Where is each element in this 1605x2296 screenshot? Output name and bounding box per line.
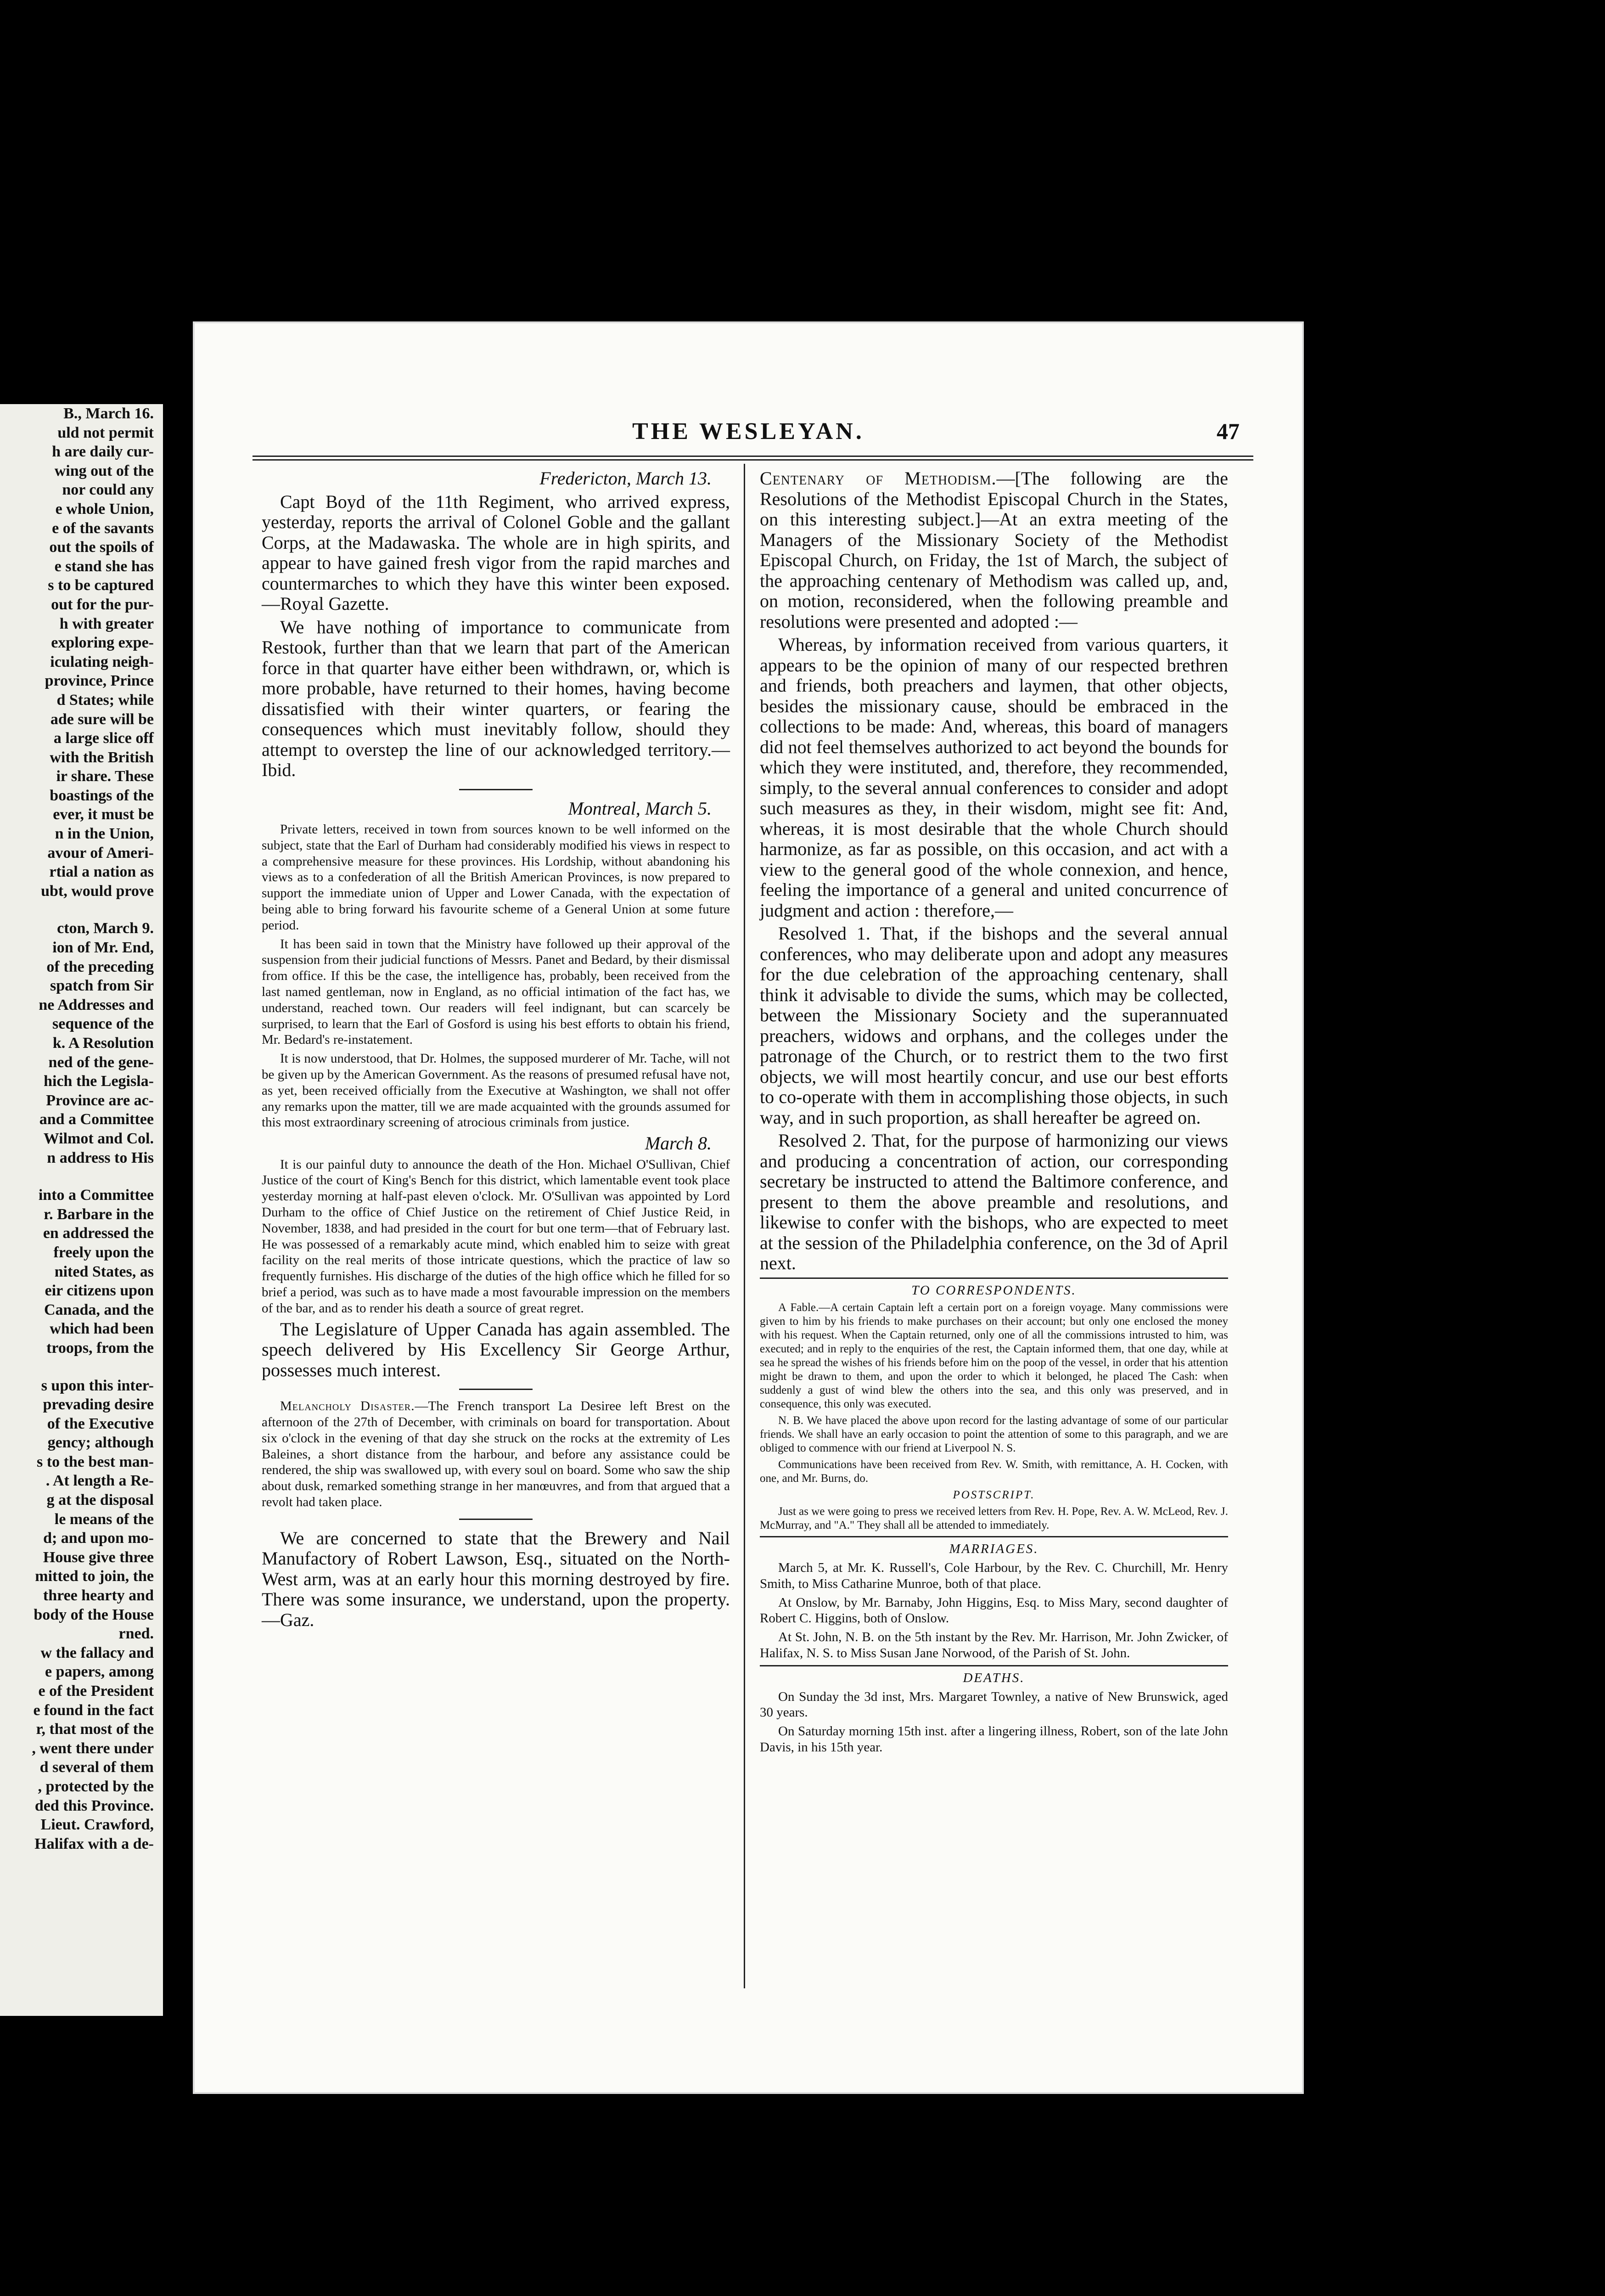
fragment-line: out the spoils of (49, 539, 154, 556)
fragment-line: r. Barbare in the (44, 1205, 154, 1223)
paragraph-fable: A Fable.—A certain Captain left a certain port on a foreign voyage. Many commissions were given to him by his friends to make purchases on their account; but only one enclosed the money with his request. When the Captain returned, only one of all the commissions intrusted to him, was executed; and in reply to the enquiries of the rest, the Captain informed them, that one day, while at sea he spread the wishes of his friends before him on the poop of the vessel, in order that his attention might be drawn to them, and upon the order to which it belonged, he placed The Cash: when suddenly a gust of wind blew the others into the sea, and this only was preserved, and in consequence, this only was executed. (760, 1301, 1228, 1411)
paragraph-resolved-1: Resolved 1. That, if the bishops and the several annual conferences, who may deliberate upon and adopt any measures for the due celebration of the approaching centenary, shall think it advisable to divide the sums, which may be collected, between the Missionary Society and the superannuated preachers, widows and orphans, and the colleges under the patronage of the Church, or to restrict them to the two first objects, we will most heartily concur, and use our best efforts to co-operate with them in accomplishing those objects, in such way, and in such proportion, as shall hereafter be agreed on. (760, 923, 1228, 1128)
paragraph-resolved-2: Resolved 2. That, for the purpose of harmonizing our views and producing a concentration of action, our corresponding secretary be instructed to attend the Baltimore conference, and present to them the above preamble and resolutions, and likewise to confer with the bishops, who are expected to meet at the session of the Philadelphia conference, on the 3d of April next. (760, 1130, 1228, 1273)
fragment-line: sequence of the (52, 1015, 154, 1033)
page-number: 47 (1217, 418, 1240, 444)
fragment-line: en addressed the (43, 1225, 154, 1242)
fragment-line: nor could any (62, 481, 154, 499)
paragraph-brewery: We are concerned to state that the Brewery and Nail Manufactory of Robert Lawson, Esq., situated on the North-West arm, was at an early hour this morning destroyed by fire. There was some insurance, we understand, upon the property.—Gaz. (262, 1527, 730, 1630)
fragment-line: g at the disposal (46, 1491, 154, 1509)
deaths-heading: DEATHS. (963, 1670, 1025, 1685)
header-rule (253, 456, 1253, 457)
paragraph-restook: We have nothing of importance to communicate from Restook, further than that we learn that part of the American force in that quarter have either been withdrawn, or, which is more probable, have returned to their homes, having become dissatisfied with their winter quarters, or fearing the consequences which must inevitably follow, should they attempt to overstep the line of our acknowledged territory.—Ibid. (262, 616, 730, 780)
postscript-heading: POSTSCRIPT. (953, 1489, 1035, 1502)
paragraph-capt-boyd: Capt Boyd of the 11th Regiment, who arrived express, yesterday, reports the arrival of Colonel Goble and the gallant Corps, at the Madawaska. The whole are in high spirits, and appear to have gained fresh vigor from the rapid marches and countermarches to which they have this winter been exposed.—Royal Gazette. (262, 491, 730, 614)
paragraph-disaster (262, 1398, 730, 1510)
section-rule (760, 1665, 1228, 1666)
fragment-line: d States; while (56, 691, 154, 709)
header-rule-double (253, 459, 1253, 461)
paragraph-centenary (760, 468, 1228, 632)
fragment-line: h are daily cur- (52, 443, 154, 461)
fragment-line: troops, from the (46, 1339, 154, 1356)
fragment-line: a large slice off (53, 730, 154, 747)
fragment-line: of the Executive (47, 1415, 154, 1432)
dateline-montreal: Montreal, March 5. (568, 798, 712, 819)
centenary-intro: —[The following are the Resolutions of the Methodist Episcopal Church in the States, on this interesting subject.]—At an extra meeting of the Managers of the Missionary Society of the Methodist Episcopal Church, on Friday, the 1st of March, the subject of the approaching centenary of Methodism was called up, and, on motion, reconsidered, when the following preamble and resolutions were presented and adopted :— (760, 468, 1228, 632)
fragment-line: House give three (43, 1548, 154, 1566)
fragment-line: ne Addresses and (39, 996, 154, 1013)
fragment-line: rtial a nation as (49, 863, 154, 881)
fragment-line: boastings of the (50, 787, 154, 804)
section-rule (760, 1536, 1228, 1537)
paragraph-durham: Private letters, received in town from sources known to be well informed on the subject, state that the Earl of Durham had considerably modified his views in respect to a comprehensive measure for these provinces. His Lordship, without abandoning his views as to a confederation of all the British American Provinces, is now prepared to support the immediate union of Upper and Lower Canada, with the expectation of being able to bring forward his favourite scheme of a General Union at some future period. (262, 822, 730, 933)
fragment-line: s to the best man- (37, 1453, 154, 1470)
disaster-text: —The French transport La Desiree left Brest on the afternoon of the 27th of December, with criminals on board for transportation. About six o'clock in the evening of that day she struck on the rocks at the extremity of Les Baleines, a short distance from the harbour, and before any assistance could be rendered, the ship was swallowed up, with every soul on board. Some who saw the ship about dusk, remarked something strange in her manœuvres, and from that argued that a revolt had taken place. (262, 1399, 730, 1509)
fragment-line: Halifax with a de- (34, 1835, 154, 1852)
fragment-line: gency; although (47, 1434, 154, 1452)
fragment-line: three hearty and (43, 1587, 154, 1604)
paragraph-nb: N. B. We have placed the above upon record for the lasting advantage of some of our particular friends. We shall have an early occasion to point the attention of some to this paragraph, and we are obliged to commence with our friend at Liverpool N. S. (760, 1414, 1228, 1455)
fragment-line: . At length a Re- (45, 1472, 154, 1490)
fragment-line: hich the Legisla- (44, 1073, 154, 1090)
fragment-line: prevading desire (43, 1396, 154, 1413)
adjacent-page-fragment (0, 404, 163, 2016)
fragment-line: eir citizens upon (45, 1282, 154, 1300)
fragment-line: avour of Ameri- (47, 844, 154, 861)
fragment-line: of the preceding (46, 958, 154, 975)
fragment-line: le means of the (54, 1510, 154, 1528)
left-column (262, 468, 730, 1633)
fragment-line: e of the savants (52, 519, 154, 537)
marriages-heading: MARRIAGES. (949, 1542, 1039, 1557)
death-entry: On Sunday the 3d inst, Mrs. Margaret Townley, a native of New Brunswick, aged 30 years. (760, 1689, 1228, 1720)
fragment-line: n address to His (47, 1149, 154, 1166)
fragment-line: spatch from Sir (50, 977, 154, 995)
fragment-line: body of the House (34, 1606, 154, 1623)
correspondents-heading: TO CORRESPONDENTS. (911, 1283, 1077, 1298)
fragment-line: e papers, among (45, 1663, 154, 1681)
fragment-line: ded this Province. (34, 1797, 154, 1814)
marriage-entry: March 5, at Mr. K. Russell's, Cole Harbour, by the Rev. C. Churchill, Mr. Henry Smith, to Miss Catharine Munroe, both of that place. (760, 1560, 1228, 1591)
paragraph-postscript: Just as we were going to press we received letters from Rev. H. Pope, Rev. A. W. McLeod, Rev. J. McMurray, and "A." They shall all be attended to immediately. (760, 1505, 1228, 1532)
fragment-line: uld not permit (57, 424, 154, 441)
fragment-line: ade sure will be (50, 710, 154, 728)
fragment-line: rned. (118, 1625, 154, 1643)
paragraph-whereas: Whereas, by information received from various quarters, it appears to be the opinion of many of our respected brethren and friends, both preachers and laymen, that other objects, besides the missionary cause, should be embraced in the collections to be made: And, whereas, this board of managers did not feel themselves authorized to act beyond the bounds for which they were instituted, and, therefore, they recommended, simply, to the several annual conferences to consider and adopt such measures as they, in their wisdom, might see fit: And, whereas, it is most desirable that the whole Church should harmonize, as far as possible, on this occasion, and act with a view to the general good of the whole connexion, and hence, feeling the importance of a general and united concurrence of judgment and action : therefore,— (760, 634, 1228, 921)
page-header (193, 413, 1304, 455)
marriage-entry: At Onslow, by Mr. Barnaby, John Higgins, Esq. to Miss Mary, second daughter of Robert C. Higgins, both of Onslow. (760, 1595, 1228, 1626)
paragraph-holmes: It is now understood, that Dr. Holmes, the supposed murderer of Mr. Tache, will not be given up by the American Government. As the reasons of presumed refusal have not, as yet, been received officially from the Executive at Washington, we shall not offer any remarks upon the matter, till we are made acquainted with the grounds assumed for this most extraordinary screening of atrocious criminals from justice. (262, 1051, 730, 1130)
fragment-line: d several of them (39, 1759, 154, 1776)
page-gutter (163, 395, 193, 2030)
right-column (760, 468, 1228, 1758)
fragment-line: ever, it must be (53, 806, 154, 823)
fragment-line: freely upon the (53, 1244, 154, 1261)
section-rule (459, 789, 533, 790)
fragment-line: ir share. These (56, 768, 154, 785)
fragment-line: e found in the fact (33, 1701, 154, 1719)
fragment-line: e stand she has (54, 557, 154, 575)
fragment-line: h with greater (59, 615, 154, 632)
fragment-line: out for the pur- (51, 596, 154, 613)
fragment-line: mitted to join, the (35, 1568, 154, 1585)
fragment-line: Province are ac- (46, 1092, 154, 1109)
fragment-line: nited States, as (54, 1263, 154, 1280)
fragment-line: Wilmot and Col. (43, 1130, 154, 1147)
death-entry: On Saturday morning 15th inst. after a lingering illness, Robert, son of the late John Davis, in his 15th year. (760, 1724, 1228, 1755)
paragraph-osullivan: It is our painful duty to announce the death of the Hon. Michael O'Sullivan, Chief Justice of the court of King's Bench for this district, which lamentable event took place yesterday morning at half-past eleven o'clock. Mr. O'Sullivan was appointed by Lord Durham to the office of Chief Justice on the retirement of Chief Justice Reid, in November, 1838, and had presided in the court for but one term—that of February last. He was possessed of a remarkably acute mind, which enabled him to seize with great facility on the real merits of those intricate questions, which the practice of law so frequently furnishes. His discharge of the duties of the high office which he filled for so brief a period, was such as to have made a most favourable impression on the members of the bar, and as to render his death a source of great regret. (262, 1157, 730, 1316)
section-rule (459, 1519, 533, 1520)
dateline-fredericton: Fredericton, March 13. (539, 468, 712, 489)
masthead-title: THE WESLEYAN. (632, 418, 864, 445)
fragment-line: , protected by the (38, 1778, 154, 1795)
fragment-line: ion of Mr. End, (52, 939, 154, 957)
fragment-line: province, Prince (45, 672, 154, 690)
marriage-entry: At St. John, N. B. on the 5th instant by the Rev. Mr. Harrison, Mr. John Zwicker, of Halifax, N. S. to Miss Susan Jane Norwood, of the Parish of St. John. (760, 1630, 1228, 1661)
fragment-line: d; and upon mo- (43, 1530, 154, 1547)
fragment-line: into a Committee (38, 1187, 154, 1204)
column-divider (744, 464, 745, 1988)
fragment-line: Canada, and the (44, 1301, 154, 1318)
fragment-line: which had been (50, 1320, 154, 1338)
fragment-line: exploring expe- (51, 634, 154, 652)
fragment-line: with the British (50, 748, 154, 766)
dateline-march8: March 8. (645, 1133, 712, 1154)
fragment-line: wing out of the (54, 462, 154, 479)
fragment-line: s upon this inter- (41, 1377, 154, 1394)
fragment-line: w the fallacy and (40, 1644, 154, 1661)
paragraph-communications: Communications have been received from Rev. W. Smith, with remittance, A. H. Cocken, with one, and Mr. Burns, do. (760, 1458, 1228, 1485)
fragment-gap (0, 900, 163, 919)
fragment-line: n in the Union, (55, 825, 154, 843)
fragment-line: ned of the gene- (48, 1053, 154, 1071)
fragment-line: k. A Resolution (52, 1035, 154, 1052)
paragraph-legislature: The Legislature of Upper Canada has again assembled. The speech delivered by His Excellency Sir George Arthur, possesses much interest. (262, 1318, 730, 1380)
fragment-line: e of the President (38, 1683, 154, 1699)
fragment-line: e whole Union, (55, 500, 154, 518)
fragment-line: iculating neigh- (50, 653, 154, 670)
section-rule (760, 1277, 1228, 1279)
fragment-line: r, that most of the (36, 1721, 154, 1738)
fragment-line: , went there under (32, 1739, 154, 1757)
fragment-gap (0, 1358, 163, 1376)
fragment-gap (0, 1167, 163, 1186)
fragment-line: ubt, would prove (41, 882, 154, 900)
fragment-line: s to be captured (48, 577, 154, 594)
section-rule (459, 1389, 533, 1390)
disaster-heading: Melancholy Disaster. (280, 1399, 415, 1414)
fragment-line: cton, March 9. (57, 920, 154, 937)
newspaper-page (193, 321, 1304, 2094)
fragment-line: B., March 16. (63, 405, 154, 422)
fragment-line: and a Committee (39, 1111, 154, 1128)
paragraph-panet-bedard: It has been said in town that the Ministry have followed up their approval of the suspension from their judicial functions of Messrs. Panet and Bedard, by their dismissal from office. If this be the case, the intelligence has, probably, been received from the last named gentleman, now in England, as no official intimation of the fact has, we understand, reached town. Our readers will feel indignant, but can scarcely be surprised, to learn that the Earl of Gosford is using his best efforts to obtain his friend, Mr. Bedard's re-instatement. (262, 936, 730, 1047)
fragment-line: Lieut. Crawford, (40, 1816, 154, 1834)
centenary-heading: Centenary of Methodism. (760, 468, 997, 489)
